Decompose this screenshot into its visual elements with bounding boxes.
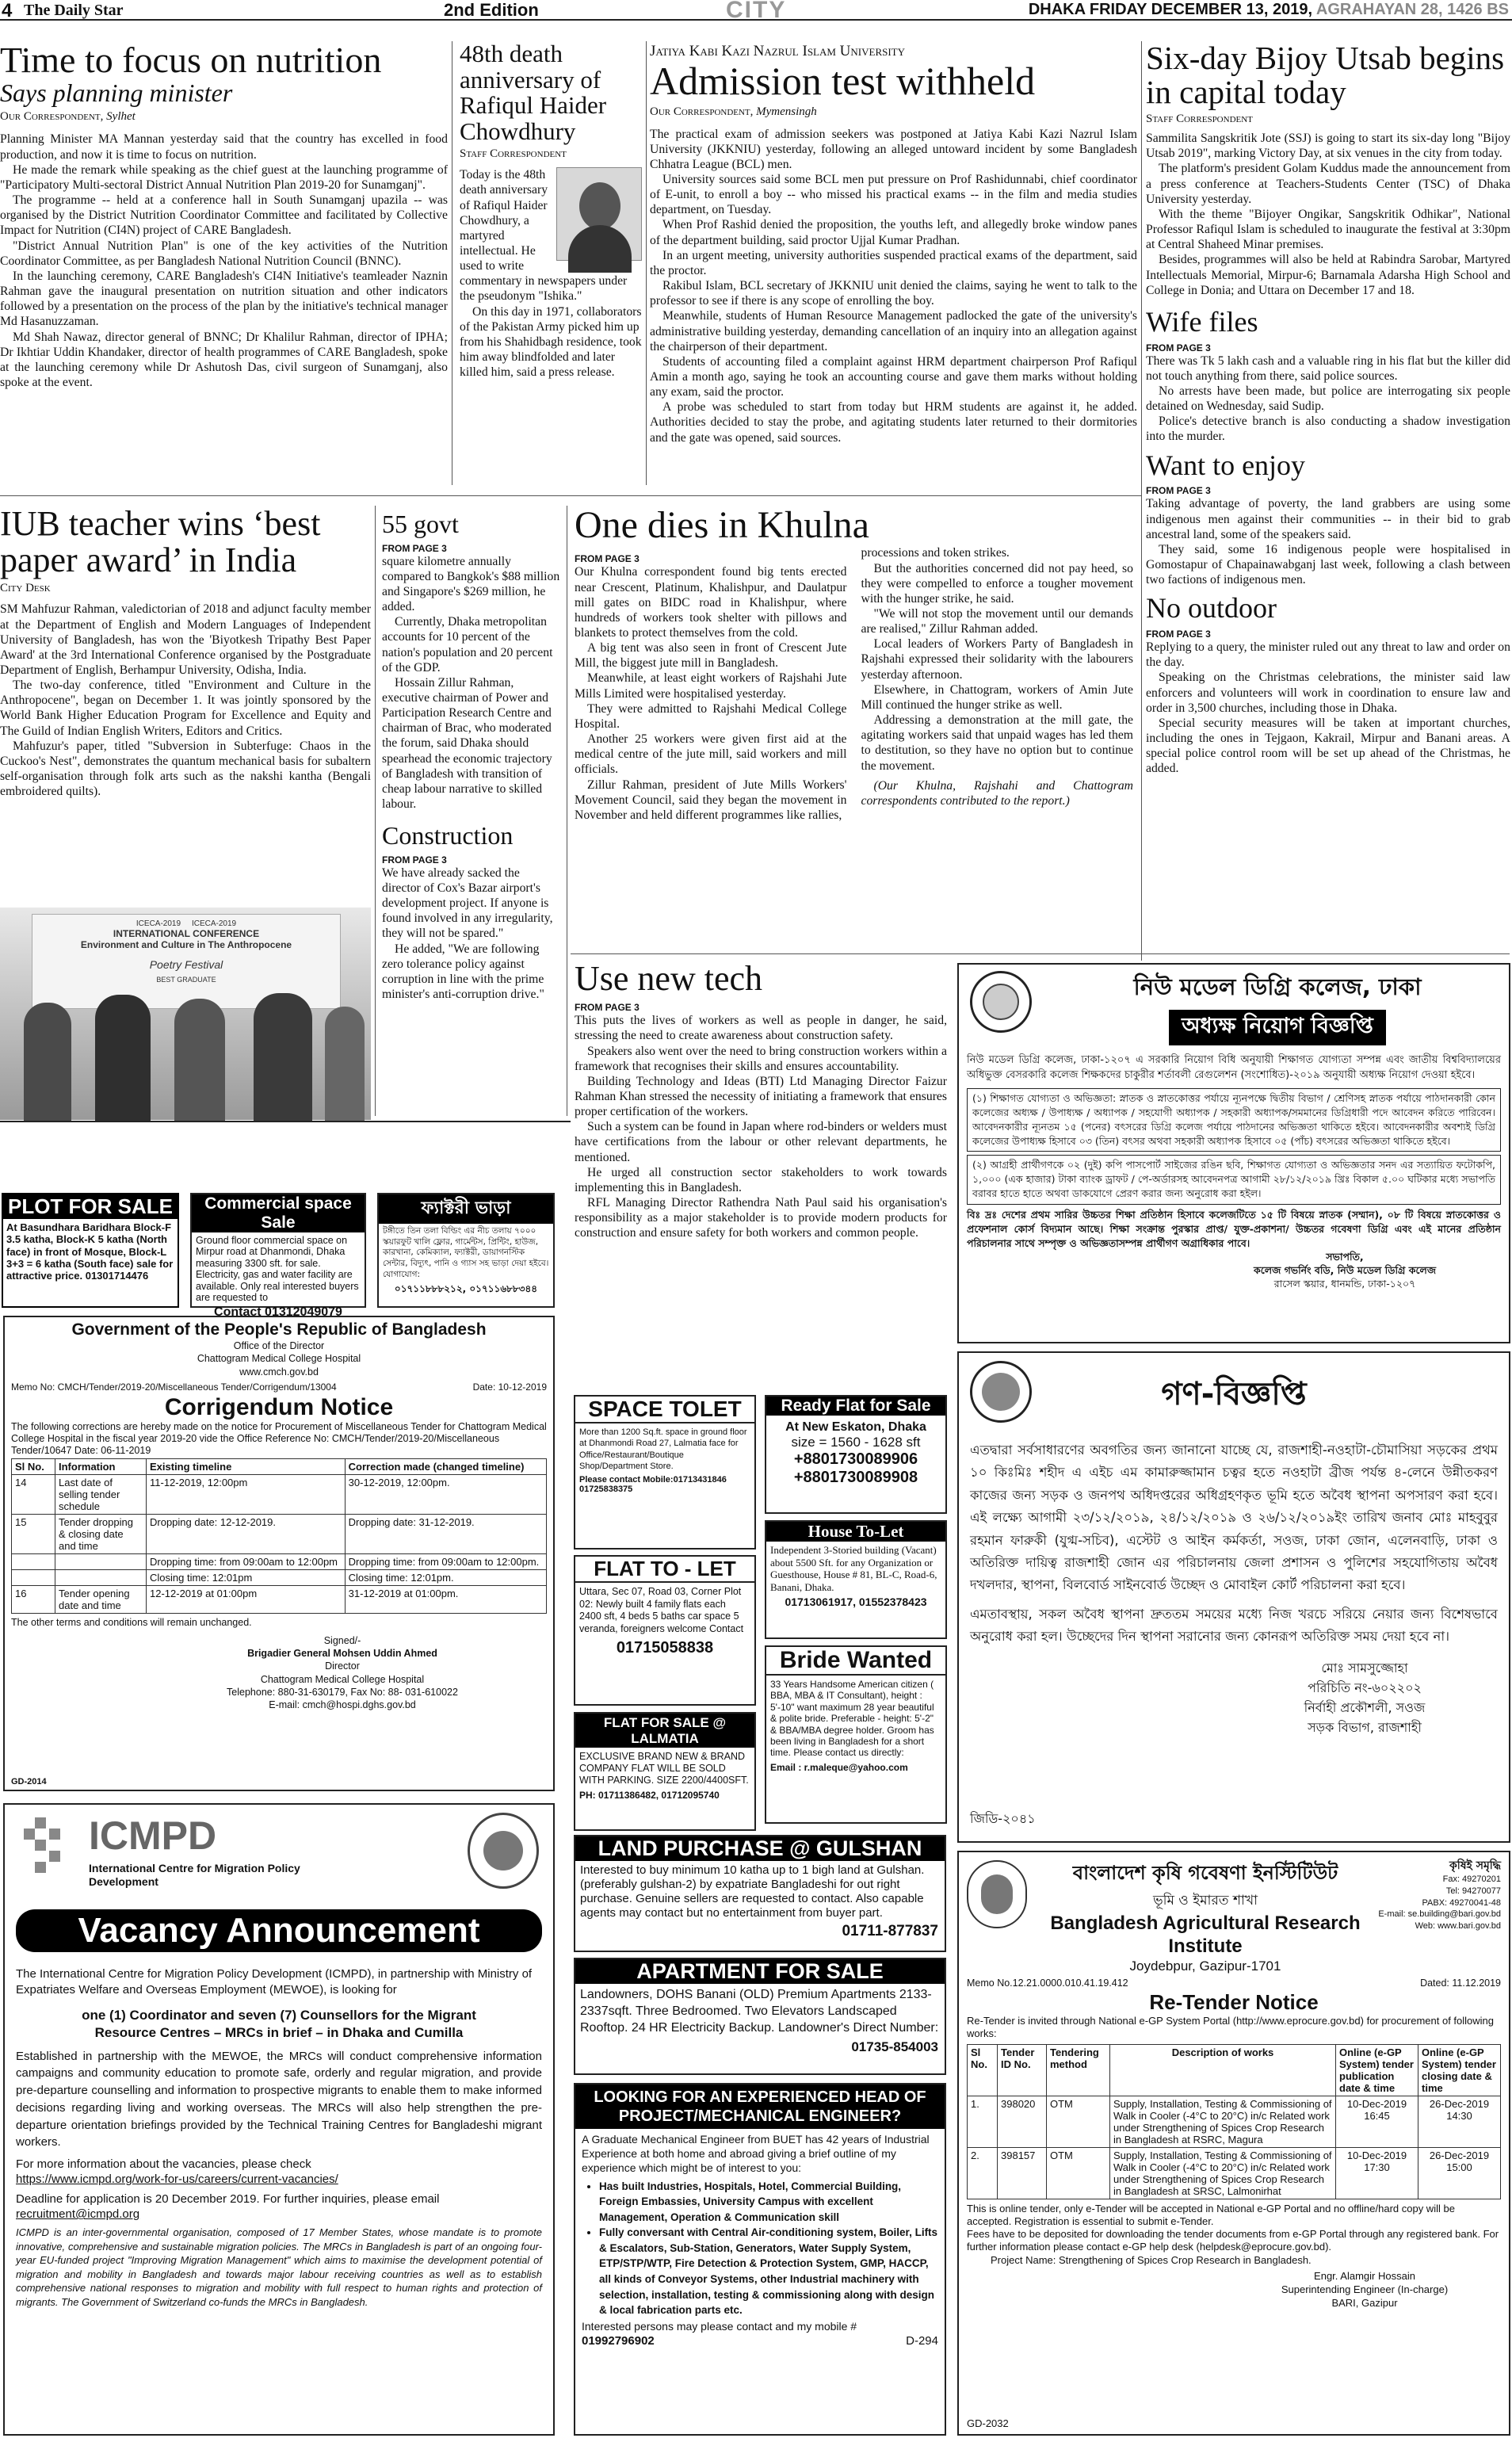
headline: Admission test withheld — [650, 59, 1036, 103]
from-page: FROM PAGE 3 — [1146, 629, 1211, 640]
award-photo — [0, 908, 371, 1120]
from-page: FROM PAGE 3 — [1146, 485, 1211, 497]
dateline: DHAKA FRIDAY DECEMBER 13, 2019, AGRAHAYAN 28, 1426 BS — [1028, 1, 1509, 18]
notice-title: Re-Tender Notice — [1149, 1990, 1319, 2014]
byline: Our Correspondent, Mymensingh — [650, 105, 817, 118]
bari-logo-icon — [967, 1860, 1027, 1928]
notice-signature: মোঃ সামসুজ্জোহা পরিচিতি নং-৬০২২০২ নির্বাহী প্রকৌশলী, সওজ সড়ক বিভাগ, রাজশাহী — [1304, 1660, 1426, 1735]
ad-ready-flat: Ready Flat for Sale At New Eskaton, Dhaka size = 1560 - 1628 sft +8801730089906 +8801730089908 — [765, 1395, 947, 1514]
conference-banner: ICECA-2019 ICECA-2019 INTERNATIONAL CONFERENCE Environment and Culture in The Anthropocene Poetry Festival BEST GRADUATE — [32, 914, 341, 1009]
article-body: The practical exam of admission seekers was postponed at Jatiya Kabi Kazi Nazrul Islam University (JKKNIU) yesterday, following an alleged untoward incident by some Bangladesh Chhatra League (BCL) men. University sources said some BCL men put pressure on Prof Rashidunnabi, chief coordinator of E-unit, to enroll a boy -- who missed his practical exams -- in the film and media studies department, on Tuesday. When Prof Rashid denied the proposition, the youths left, and allegedly broke window panes of the department building, said proctor Ujjal Kumar Pradhan. In an urgent meeting, university authorities suspended practical exams of the department, said the proctor. Rakibul Islam, BCL secretary of JKKNIU unit denied the claims, saying he went to talk to the professor to see if there is any scope of enrolling the boy. Meanwhile, students of Human Resource Management padlocked the gate of the university's administrative building yesterday, demanding cancellation of an inquiry into an allegation against the chairperson of their department. Students of accounting filed a complaint against HRM department chairperson Prof Rafiqul Amin a month ago, saying he took an accounting course and gave them marks without holding any exam, said the proctor. A probe was scheduled to start from today but HRM students are against it, he added. Authorities decided to stay the probe, and agitating students later returned to their dormitories and the gate was opened, said sources. — [650, 127, 1137, 445]
ad-engineer: LOOKING FOR AN EXPERIENCED HEAD OF PROJECT/MECHANICAL ENGINEER? A Graduate Mechanical Engineer from BUET has 42 years of Industrial Experience at both home and abroad giving a brief outline of my experience which might be of interest to you: • Has built Industries, Hospitals, Hotel, Commercial Building, Foreign Embassies, University Campus with excellent Management, Operation & Communication skill • Fully conversant with Central Air-conditioning system, Boiler, Lifts & Escalators, Sub-Station, Generators, Water Supply System, ETP/STP/WTP, Fire Detection & Protection System, GMP, HACCP, all kinds of Conveyor Systems, other Industrial machinery with selection, installation, testing & commissioning along with design & local fabrication parts etc. Interested persons may please contact and my mobile # 01992796902 D-294 — [574, 2083, 946, 2436]
from-page: FROM PAGE 3 — [382, 542, 447, 554]
ad-flat-lalmatia: FLAT FOR SALE @ LALMATIA EXCLUSIVE BRAND NEW & BRAND COMPANY FLAT WILL BE SOLD WITH PARKING. SIZE 2200/4400SFT. PH: 01711386482, 01712095740 — [574, 1712, 756, 1831]
ad-apartment-sale: APARTMENT FOR SALE Landowners, DOHS Banani (OLD) Premium Apartments 2133-2337sqft. Three Bedroomed. Two Elevators Landscaped Rooftop. 24 HR Electricity Backup. Landowner's Direct Number: 01735-854003 — [574, 1958, 946, 2075]
paper-logo: The Daily Star — [24, 2, 124, 19]
article-govt — [382, 511, 560, 1002]
headline-wife: Wife files — [1146, 305, 1258, 338]
headline: One dies in Khulna — [575, 504, 869, 546]
ad-bride-wanted: Bride Wanted 33 Years Handsome American citizen ( BBA, MBA & IT Consultant), height : 5'-10" want maximum 28 year beautiful & polite bride. Preferable - height: 5'-2" & BBA/MBA degree holder. Groom has been living in Bangladesh for a short time. Please contact us directly: Email : r.maleque@yahoo.com — [765, 1645, 947, 1824]
signature-block: Signed/- Brigadier General Mohsen Uddin Ahmed Director Chattogram Medical College Hospital Telephone: 880-31-630179, Fax No: 88- 031-610022 E-mail: cmch@hospi.dghs.gov.bd — [227, 1634, 458, 1710]
headline: IUB teacher wins ‘best paper award’ in India — [0, 504, 321, 580]
article-body-bijoy: Sammilita Sangskritik Jote (SSJ) is going to start its six-day long "Bijoy Utsab 2019", marking Victory Day, at six venues in the city from today. The platform's president Golam Kuddus made the announcement from a press conference at Teachers-Students Center (TSC) of Dhaka University yesterday. With the theme "Bijoyer Ongikar, Sangskritik Odhikar", National Professor Rafiqul Islam is scheduled to inaugurate the festival at 3:30pm at Central Shaheed Minar premises. Besides, programmes will also be held at Rabindra Sarobar, Martyred Intellectuals Memorial, Mirpur-6; Barnamala Adarsha High School and College in Donia; and Uttara on December 17 and 18. — [1146, 132, 1510, 297]
article-rafiqul — [460, 41, 642, 380]
headline: Time to focus on nutrition — [0, 40, 382, 80]
article-body-wife: There was Tk 5 lakh cash and a valuable ring in his flat but the killer did not touch anything from there, said police sources. No arrests have been made, but police are interrogating six people detained on Wednesday, said Sudip. Police's detective branch is also conducting a shadow investigation into the murder. — [1146, 353, 1510, 444]
ad-public-notice: গণ-বিজ্ঞপ্তি এতদ্বারা সর্বসাধারণের অবগতির জন্য জানানো যাচ্ছে যে, রাজশাহী-নওহাটা-চৌমাসিয়া সড়কের প্রথম ১০ কিঃমিঃ শহীদ এ এইচ এম কামারুজ্জামান চত্বর হতে নওহাটা ব্রীজ পর্যন্ত ৪-লেনে উন্নীতকরণ কাজের জন্য সড়ক ও জনপথ অধিদপ্তরের অধিগ্রহণকৃত ভূমি হতে অবৈধ স্থাপনা অপসারণ করা হবে। এই লক্ষ্যে আগামী ২৩/১২/২০১৯, ২৪/১২/২০১৯ ও ২৬/১২/২০১৯ইং তারিখ জনাব মোঃ মাহবুবুর রহমান ফারুকী (যুগ্ম-সচিব), এস্টেট ও আইন কর্মকর্তা, সওজ, ঢাকা জোন, এলেনবাড়ি, ঢাকা ও অতিরিক্ত দায়িত্ব রাজশাহী জোন এর পরিচালনায় জেলা প্রশাসন ও পুলিশের সহযোগিতায় অবৈধ দখলদার, স্থাপনা, বিলবোর্ড সাইনবোর্ড উচ্ছেদ ও মোবাইল কোর্ট পরিচালনা করা হবে। এমতাবস্থায়, সকল অবৈধ স্থাপনা দ্রুততম সময়ের মধ্যে নিজ খরচে সরিয়ে নেয়ার জন্য বিশেষভাবে অনুরোধ করা হল। উচ্ছেদের দিন স্থাপনা সরানোর জন্য কোনরূপ অতিরিক্ত সময় দেয়া হবে না। মোঃ সামসুজ্জোহা পরিচিতি নং-৬০২২০২ নির্বাহী প্রকৌশলী, সওজ সড়ক বিভাগ, রাজশাহী জিডি-২০৪১ — [957, 1351, 1510, 1843]
headline-bijoy: Six-day Bijoy Utsab begins in capital today — [1146, 40, 1505, 111]
row-rule — [0, 495, 1141, 496]
college-crest-icon — [970, 971, 1032, 1033]
ad-plot-for-sale: PLOT FOR SALE At Basundhara Baridhara Block-F 3.5 katha, Block-K 5 katha (North face) in front of Mosque, Block-L 3+3 = 6 katha (South face) sale for attractive price. 01301714476 — [2, 1193, 179, 1308]
right-column — [1146, 41, 1510, 776]
headline-construction: Construction — [382, 821, 514, 850]
ad-icmpd-vacancy: ICMPD International Centre for Migration Policy Development Vacancy Announcement The International Centre for Migration Policy Development (ICMPD), in partnership with Ministry of Expatriates Welfare and Overseas Employment (MEWOE), is looking for one (1) Coordinator and seven (7) Counsellors for the Migrant Resource Centres – MRCs in brief – in Dhaka and Cumilla Established in partnership with the MEWOE, the MRCs will conduct comprehensive information campaigns and community education to promote safe, orderly and regular migration, and provide pre-departure counselling and information to prospective migrants to enable them to make informed decisions regarding living and working overseas. The MRCs will also help strengthen the pre-departure orientation briefings provided by the Technical Training Centres for Bangladeshi migrant workers. For more information about the vacancies, please check https://www.icmpd.org/work-for-us/careers/current-vacancies/ Deadline for application is 20 December 2019. For further inquiries, please email recruitment@icmpd.org ICMPD is an inter-governmental organisation, composed of 17 Member States, whose mandate is to promote innovative, comprehensive and sustainable migration policies. The MRCs in Bangladesh is part of an ongoing four-year EU-funded project "Improving Migration Management" which aims to maximise the development potential of migration and mobility in Bangladesh and towards major labour receiving countries as well as to establish comprehensive national responses to migration and mobility with full respect to human rights and protection of migrants. The Government of Switzerland co-funds the MRCs in Bangladesh. — [3, 1803, 555, 2436]
row-rule — [571, 953, 1510, 954]
byline: City Desk — [0, 582, 51, 595]
article-body-outdoor: Replying to a query, the minister ruled out any threat to law and order on the day. Speaking on the Christmas celebrations, the minister said law enforcers and volunteers will work in coordination to ensure law and order in 3,500 churches, including those in Dhaka. Special security measures will be taken at important churches, including the ones in Tejgaon, Kakrail, Mirpur and Banani areas. A special police control room will be set up ahead of the Christmas, he added. — [1146, 640, 1510, 776]
article-body: This puts the lives of workers as well as people in danger, he said, stressing the need to create awareness about construction safety. Speakers also went over the need to bring construction workers within a framework that recognises their skills and ensures accountability. Building Technology and Ideas (BTI) Ltd Managing Director Faizur Rahman Khan stressed the necessity of initiating a framework that ensures proper certification of the workers. Such a system can be found in Japan where rod-binders or welders must have certifications from the labour or other relevant departments, he mentioned. He urged all construction sector stakeholders to work towards implementing this in Bangladesh. RFL Managing Director Rathendra Nath Paul said his organisation's responsibility as a major stakeholder is to provide modern products for construction and ensure safety for both workers and common people. — [575, 1014, 947, 1240]
byline: Our Correspondent, Sylhet — [0, 110, 136, 124]
vacancy-headline: one (1) Coordinator and seven (7) Counsellors for the Migrant Resource Centres – MRCs in brief – in Dhaka and Cumilla — [82, 2007, 476, 2040]
portrait-photo — [556, 167, 642, 261]
article-tech — [575, 961, 947, 1241]
article-iub — [0, 506, 371, 799]
column-rule — [646, 41, 647, 485]
notice-title: গণ-বিজ্ঞপ্তি — [1161, 1376, 1307, 1412]
bari-signature: Engr. Alamgir Hossain Superintending Engineer (In-charge) BARI, Gazipur — [1281, 2269, 1449, 2309]
ad-bari-retender: বাংলাদেশ কৃষি গবেষণা ইনস্টিটিউট ভূমি ও ইমারত শাখা Bangladesh Agricultural Research Institute Joydebpur, Gazipur-1701 কৃষিই সমৃদ্ধি Fax: 49270201 Tel: 94270077 PABX: 49270041-48 E-mail: se.building@bari.gov.bd Web: www.bari.gov.bd Memo No.12.21.0000.010.41.19.412 Dated: 11.12.2019 Re-Tender Notice Re-Tender is invited through National e-GP System Portal (http://www.eprocure.gov.bd) for procurement of following works: Sl No. Tender ID No. Tendering method Description of works Online (e-GP System) tender publication date & time Online (e-GP System) tender closing date & time 1. 398020 OTM Supply, Installation, Testing & Commissioning of Walk in Cooler (-4°C to 20°C) in/c Related work under Strengthening of Spices Crop Research in Bangladesh at RSRC, Magura 10-Dec-2019 16:45 26-Dec-2019 14:30 2. 398157 OTM Supply, Installation, Testing & Commissioning of Walk in Cooler (-4°C to 20°C) in/c Related work under Strengthening of Spices Crop Research in Bangladesh at SRSC, Lalmonirhat 10-Dec-2019 17:30 26-Dec-2019 15:00 This is online tender, only e-Tender will be accepted in National e-GP Portal and no offline/hard copy will be accepted. Registration is essential to submit e-Tender. Fees have to be deposited for downloading the tender documents from e-GP Portal through any registered bank. For further information please contact e-GP help desk (helpdesk@eprocure.gov.bd). Project Name: Strengthening of Spices Crop Research in Bangladesh. Engr. Alamgir Hossain Superintending Engineer (In-charge) BARI, Gazipur GD-2032 — [957, 1851, 1510, 2436]
from-page: FROM PAGE 3 — [382, 854, 447, 866]
article-body: Planning Minister MA Mannan yesterday said that the country has excelled in food production, and now it is time to focus on nutrition. He made the remark while speaking as the chief guest at the launching programme of "Participatory Multi-sectoral District Annual Nutrition Plan 2019-20 for Sunamganj". The programme -- held at a conference hall in South Sunamganj upazila -- was organised by the District Nutrition Coordinator Committee and facilitated by Collective Impact for Nutrition (CI4N) project of CARE Bangladesh. "District Annual Nutrition Plan" is one of the key activities of the Nutrition Coordinator Committee, as per Bangladesh National Nutrition Council (BNNC). In the launching ceremony, CARE Bangladesh's CI4N Initiative's teamleader Naznin Rahman gave the inaugural presentation on nutrition situation and other indicators followed by a presentation on the process of the plan by the initiative's technical manager Md Hasanuzzaman. Md Shah Nawaz, director general of BNNC; Dr Khalilur Rahman, director of IPHA; Dr Ikhtiar Uddin Khandaker, director of health programmes of CARE Bangladesh, spoke at the launching ceremony while Dr Ashutosh Das, civil surgeon of Sunamganj, also spoke at the event. — [0, 132, 448, 389]
bangladesh-emblem-icon — [468, 1813, 539, 1889]
page-number: 4 — [2, 0, 13, 21]
ad-space-tolet: SPACE TOLET More than 1200 Sq.ft. space in ground floor at Dhanmondi Road 27, Lalmatia face for Office/Restaurant/Boutique Shop/Department Store. Please contact Mobile:01713431846 01725838375 — [574, 1395, 756, 1550]
article-nutrition — [0, 41, 448, 390]
college-signature: সভাপতি, কলেজ গভর্নিং বডি, নিউ মডেল ডিগ্রি কলেজ রাসেল স্কয়ার, ধানমন্ডি, ঢাকা-১২০৭ — [1253, 1250, 1436, 1290]
headline: Use new tech — [575, 959, 763, 998]
section-label: CITY — [726, 0, 787, 23]
icmpd-header: ICMPD International Centre for Migration Policy Development — [16, 1813, 542, 1908]
edition-label: 2nd Edition — [444, 0, 539, 20]
byline: Staff Correspondent — [1146, 113, 1253, 126]
headline: 48th death anniversary of Rafiqul Haider Chowdhury — [460, 40, 607, 145]
kicker: Jatiya Kabi Kazi Nazrul Islam University — [650, 43, 906, 59]
icmpd-logo: ICMPD — [89, 1813, 217, 1858]
notice-title: Corrigendum Notice — [164, 1393, 394, 1420]
byline: Staff Correspondent — [460, 147, 567, 161]
row-rule — [0, 1121, 571, 1122]
article-body: SM Mahfuzur Rahman, valedictorian of 2018 and adjunct faculty member at the Department of English and Modern Languages of Independent University of Bangladesh, has won the 'Biyotkesh Tripathy Best Paper Award' at the 3rd International Conference organised by the Postgraduate Department of English, Berhampur University, Odisha, India. The two-day conference, titled "Environment and Culture in the Anthropocene", began on December 1. It was jointly sponsored by the World Bank Higher Education Program for Excellence and Equity and The Guild of Indian English Writers, Editors and Critics. Mahfuzur's paper, titled "Subversion in Subterfuge: Chaos in the Cuckoo's Nest", demonstrates the quantum mechanical basis for subaltern self-organisation through folk arts such as the nakshi kantha (Bengali embroidered quilts). — [0, 602, 371, 799]
headline-enjoy: Want to enjoy — [1146, 449, 1306, 481]
headline-outdoor: No outdoor — [1146, 592, 1277, 625]
recruitment-email-link[interactable]: recruitment@icmpd.org — [16, 2207, 140, 2222]
kicker: Says planning minister — [0, 78, 233, 108]
article-body-enjoy: Taking advantage of poverty, the land grabbers are using some indigenous men against their communities -- in their bid to grab ancestral land, some of the speakers said. They said, some 16 indigenous people were hospitalised in Gomostapur of Chapainawabganj last week, following a clash between two factions of indigenous men. — [1146, 497, 1510, 587]
ad-corrigendum-notice: Government of the People's Republic of Bangladesh Office of the Director Chattogram Medical College Hospital www.cmch.gov.bd Memo No: CMCH/Tender/2019-20/Miscellaneous Tender/Corrigendum/13004 Date: 10-12-2019 Corrigendum Notice The following corrections are hereby made on the notice for Procurement of Miscellaneous Tender for Chattogram Medical College Hospital in the fiscal year 2019-20 vide the Office Reference No: CMCH/Tender/2019-20/Miscellaneous Tender/10647 Date: 06-11-2019 Sl No. Information Existing timeline Correction made (changed timeline) 14 Last date of selling tender schedule 11-12-2019, 12:00pm 30-12-2019, 12:00pm. 15 Tender dropping & closing date and time Dropping date: 12-12-2019. Dropping date: 31-12-2019. Dropping time: from 09:00am to 12:00pm Dropping time: from 09:00am to 12:00pm. Closing time: 12:01pm Closing time: 12:01pm. 16 Tender opening date and time 12-12-2019 at 01:00pm 31-12-2019 at 01:00pm. The other terms and conditions will remain unchanged. Signed/- Brigadier General Mohsen Uddin Ahmed Director Chattogram Medical College Hospital Telephone: 880-31-630179, Fax No: 88- 031-610022 E-mail: cmch@hospi.dghs.gov.bd GD-2014 — [3, 1316, 555, 1791]
article-body: Today is the 48th death anniversary of Rafiqul Haider Chowdhury, a martyred intellectual. He used to write commentary in newspapers under the pseudonym "Ishika." On this day in 1971, collaborators of the Pakistan Army picked him up from his Shahidbagh residence, took him away blindfolded and later killed him, said a press release. — [460, 168, 642, 380]
headline: 55 govt — [382, 510, 459, 538]
retender-table: Sl No. Tender ID No. Tendering method Description of works Online (e-GP System) tender publication date & time Online (e-GP System) tender closing date & time 1. 398020 OTM Supply, Installation, Testing & Commissioning of Walk in Cooler (-4°C to 20°C) in/c Related work under Strengthening of Spices Crop Research in Bangladesh at RSRC, Magura 10-Dec-2019 16:45 26-Dec-2019 14:30 2. 398157 OTM Supply, Installation, Testing & Commissioning of Walk in Cooler (-4°C to 20°C) in/c Related work under Strengthening of Spices Crop Research in Bangladesh at SRSC, Lalmonirhat 10-Dec-2019 17:30 26-Dec-2019 15:00 — [967, 2044, 1501, 2199]
article-khulna — [575, 506, 1133, 823]
article-col-2: processions and token strikes. But the authorities concerned did not pay heed, so they were compelled to enforce a tougher movement with the hunger strike, he said. "We will not stop the movement until our demands are realised," Zillur Rahman added. Local leaders of Workers Party of Bangladesh in Rajshahi expressed their solidarity with the labourers yesterday afternoon. Elsewhere, in Chattogram, workers of Amin Jute Mill continued the hunger strike as well. Addressing a demonstration at the mill gate, the agitating workers said that unpaid wages has led them to destitution, so they have no option but to continue the movement. (Our Khulna, Rajshahi and Chattogram correspondents contributed to the report.) — [861, 546, 1133, 808]
corrigendum-table: Sl No. Information Existing timeline Correction made (changed timeline) 14 Last date of selling tender schedule 11-12-2019, 12:00pm 30-12-2019, 12:00pm. 15 Tender dropping & closing date and time Dropping date: 12-12-2019. Dropping date: 31-12-2019. Dropping time: from 09:00am to 12:00pm Dropping time: from 09:00am to 12:00pm. Closing time: 12:01pm Closing time: 12:01pm. 16 Tender opening date and time 12-12-2019 at 01:00pm 31-12-2019 at 01:00pm. — [11, 1458, 547, 1614]
column-rule — [1141, 41, 1142, 961]
article-jkkniu — [650, 41, 1137, 445]
ad-flat-tolet: FLAT TO - LET Uttara, Sec 07, Road 03, Corner Plot 02: Newly built 4 family flats each 2400 sft, 4 beds 5 baths car space 5 veranda, foreigners welcome Contact 01715058838 — [574, 1555, 756, 1706]
from-page: FROM PAGE 3 — [1146, 342, 1211, 353]
ad-college-principal: নিউ মডেল ডিগ্রি কলেজ, ঢাকা অধ্যক্ষ নিয়োগ বিজ্ঞপ্তি নিউ মডেল ডিগ্রি কলেজ, ঢাকা-১২০৭ এ সরকারি নিয়োগ বিধি অনুযায়ী শিক্ষাগত যোগ্যতা সম্পন্ন এবং জাতীয় বিশ্ববিদ্যালয়ের অধিভুক্ত বেসরকারি কলেজ শিক্ষকদের চাকুরীর শর্তাবলী রেগুলেশন (সংশোধিত)-২০১৯ অনুযায়ী অধ্যক্ষ নিয়োগ দেওয়া হইবে। (১) শিক্ষাগত যোগ্যতা ও অভিজ্ঞতা: স্নাতক ও স্নাতকোত্তর পর্যায়ে ন্যূনপক্ষে দ্বিতীয় বিভাগ / শ্রেণিসহ স্নাতক পর্যায়ে পাঠদানকারী কোন কলেজের অধ্যক্ষ / উপাধ্যক্ষ / অধ্যাপক / সহযোগী অধ্যাপক / সহকারী অধ্যাপক/সমমানের ডিগ্রিধারী পদে আবেদন করিতে পারিবেন। আবেদনকারীর ন্যূনতম ১৫ (পনের) বৎসরের ডিগ্রি কলেজ পর্যায়ে পাঠদানের অভিজ্ঞতা থাকিতে হইবে। আবেদনকারীর অবশ্যই ডিগ্রি কলেজের উপাধ্যক্ষ হিসাবে ০৩ (তিন) বৎসর অথবা সহকারী অধ্যাপক হিসাবে ০৫ (পাঁচ) বৎসরের অভিজ্ঞতা থাকিতে হইবে। (২) আগ্রহী প্রার্থীগণকে ০২ (দুই) কপি পাসপোর্ট সাইজের রঙিন ছবি, শিক্ষাগত যোগ্যতা ও অভিজ্ঞতার সনদ এর সত্যায়িত ফটোকপি, ১,০০০ (এক হাজার) টাকা ব্যাংক ড্রাফট / পে-অর্ডারসহ আবেদনপত্র আগামী ২৮/১২/২০১৯ খ্রিঃ বিকাল ৫.০০ ঘটিকার মধ্যে সভাপতি বরাবর হাতে হাতে অথবা ডাকযোগে প্রেরণ করার জন্য অনুরোধ করা হইল। বিঃ দ্রঃ দেশের প্রথম সারির উচ্চতর শিক্ষা প্রতিষ্ঠান হিসাবে কলেজটিতে ১৫ টি বিষয়ে স্নাতক (সম্মান), ০৮ টি বিষয়ে স্নাতকোত্তর ও প্রফেশনাল কোর্স বিদ্যমান আছে। শিক্ষা সংক্রান্ত পুরস্কার প্রাপ্ত/ যুক্ত-প্রকাশনা/ উচ্চতর গবেষণা ডিগ্রি এবং এই মানের প্রতিষ্ঠান পরিচালনার সাথে সম্পৃক্ত ও অভিজ্ঞতাসম্পন্ন প্রার্থীগণ অগ্রাধিকার পাবে। সভাপতি, কলেজ গভর্নিং বডি, নিউ মডেল ডিগ্রি কলেজ রাসেল স্কয়ার, ধানমন্ডি, ঢাকা-১২০৭ — [957, 963, 1510, 1343]
masthead — [0, 0, 1512, 21]
article-body: square kilometre annually compared to Bangkok's $88 million and Singapore's $269 million, he added. Currently, Dhaka metropolitan accounts for 10 percent of the nation's population and 20 percent of the GDP. Hossain Zillur Rahman, executive chairman of Power and Participation Research Centre and chairman of Brac, who moderated the forum, said Dhaka should spearhead the economic trajectory of Bangladesh with transition of cheap labour narrative to skilled labour. — [382, 554, 560, 812]
article-body-construction: We have already sacked the director of Cox's Bazar airport's development project. If anyone is found involved in any irregularity, they will not be spared." He added, "We are following zero tolerance policy against corruption in line with the prime minister's anti-corruption drive." — [382, 866, 553, 1002]
ad-factory-rent: ফ্যাক্টরী ভাড়া টঙ্গীতে তিন তলা বিল্ডিং এর নীচ তলায় ৭০০০ স্কয়ারফুট খালি ফ্লোর, গার্মেন্টস, প্রিন্টিং, হাউজ, কারখানা, কেমিক্যাল, ফ্যাক্টরী, ডায়াগনস্টিক সেন্টার, বিদ্যুৎ, পানি ও গ্যাস সহ ভাড়া দেয়া হইবে। যোগাযোগ: ০১৭১১৮৮৮২১২, ০১৭১১৬৮৮৩৪৪ — [377, 1193, 555, 1308]
ad-land-purchase: LAND PURCHASE @ GULSHAN Interested to buy minimum 10 katha up to 1 bigh land at Gulshan.(preferably gulshan-2) by expatriate Bangladeshi for out right purchase. Genuine sellers are requested to contact. Also capable agents may contact but no entertainment from buyer part. 01711-877837 — [574, 1835, 946, 1952]
rhd-logo-icon — [970, 1361, 1032, 1423]
ad-commercial-space: Commercial space Sale Ground floor commercial space on Mirpur road at Dhanmondi, Dhaka measuring 3300 sft. for sale. Electricity, gas and water facility are available. Only real interested buyers are requested to Contact 01312049079 — [190, 1193, 366, 1308]
vacancies-link[interactable]: https://www.icmpd.org/work-for-us/careers/current-vacancies/ — [16, 2172, 338, 2187]
from-page: FROM PAGE 3 — [575, 1002, 640, 1014]
ad-house-tolet: House To-Let Independent 3-Storied building (Vacant) about 5500 Sft. for any Organization or Guesthouse, House # 81, BL-C, Road-6, Banani, Dhaka. 01713061917, 01552378423 — [765, 1520, 947, 1639]
article-col-1: FROM PAGE 3 Our Khulna correspondent found big tents erected near Crescent, Platinum, Khalishpur, and Daulatpur mill gates on BIDC road in Khalishpur, where hundreds of workers took shelter with pillows and blankets to protect themselves from the cold. A big tent was also seen in front of Crescent Jute Mill, the biggest jute mill in Bangladesh. Meanwhile, at least eight workers of Rajshahi Jute Mills Limited were hospitalised yesterday. They were admitted to Rajshahi Medical College Hospital. Another 25 workers were given first aid at the medical centre of the jute mill, said workers and mill officials. Zillur Rahman, president of Jute Mills Workers' Movement Council, said they began the movement in November and held different programmes like rallies, — [575, 553, 847, 822]
column-rule — [375, 506, 376, 1116]
vacancy-banner: Vacancy Announcement — [16, 1909, 542, 1952]
